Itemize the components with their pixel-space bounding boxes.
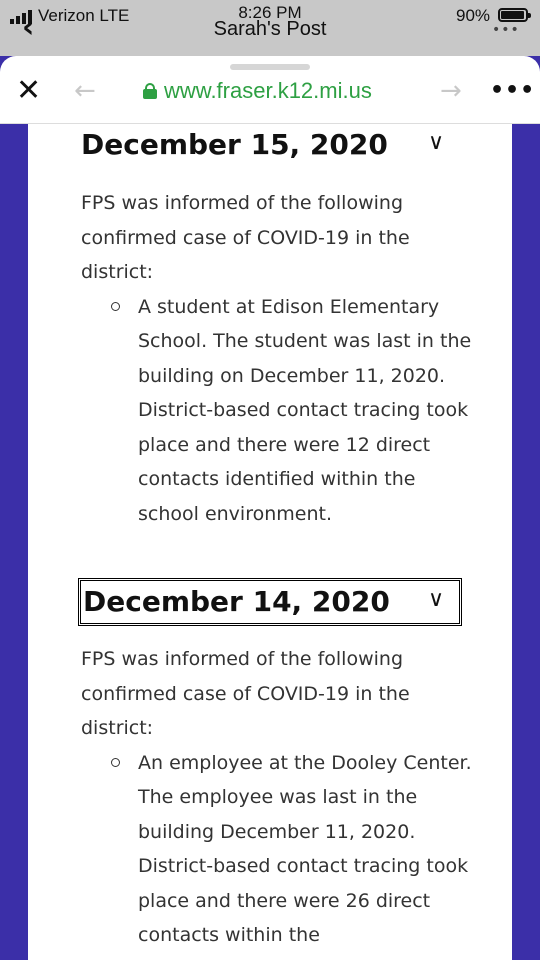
url-bar bbox=[0, 56, 540, 124]
update-section bbox=[28, 578, 512, 953]
clock: 8:26 PM bbox=[238, 3, 302, 22]
update-date: December 14, 2020 bbox=[83, 585, 390, 618]
carrier-label: Verizon LTE bbox=[38, 6, 130, 25]
in-app-browser bbox=[0, 56, 540, 960]
nav-forward-icon[interactable]: → bbox=[440, 76, 462, 106]
update-date: December 15, 2020 bbox=[81, 128, 388, 161]
battery-percent: 90% bbox=[456, 6, 491, 25]
battery-icon bbox=[498, 8, 528, 22]
update-item-text: An employee at the Dooley Center. The employee was last in the building December 11, 2020. District-based contact tracing took place and there were 26 direct contacts within the bbox=[138, 751, 472, 946]
more-menu-icon[interactable]: ••• bbox=[490, 78, 536, 103]
bullet-icon bbox=[111, 302, 120, 311]
bullet-icon bbox=[111, 758, 120, 767]
accordion-header[interactable] bbox=[78, 124, 462, 170]
chevron-down-icon[interactable]: ∨ bbox=[428, 587, 445, 612]
list-item bbox=[138, 746, 478, 953]
lock-icon bbox=[143, 83, 157, 99]
nav-back-icon[interactable]: ← bbox=[74, 76, 96, 106]
list-item bbox=[138, 290, 478, 532]
drag-handle[interactable] bbox=[230, 64, 310, 70]
accordion-header-focused[interactable] bbox=[78, 578, 462, 626]
update-item-text: A student at Edison Elementary School. The student was last in the building on December 11, 2020. District-based contact tracing took place and there were 12 direct contacts identified within the school environment. bbox=[138, 295, 472, 525]
back-icon[interactable]: ‹ bbox=[22, 10, 35, 45]
post-title: Sarah's Post bbox=[213, 18, 327, 40]
page-content[interactable] bbox=[28, 124, 512, 960]
update-section bbox=[28, 124, 512, 531]
chevron-down-icon[interactable]: ∨ bbox=[428, 130, 445, 155]
url-text[interactable]: www.fraser.k12.mi.us bbox=[164, 78, 372, 103]
update-intro: FPS was informed of the following confirmed case of COVID-19 in the district: bbox=[81, 648, 410, 739]
update-intro: FPS was informed of the following confirmed case of COVID-19 in the district: bbox=[81, 192, 410, 283]
status-bar bbox=[0, 0, 540, 56]
post-more-icon[interactable]: ••• bbox=[492, 22, 520, 38]
close-icon[interactable]: ✕ bbox=[16, 73, 42, 108]
